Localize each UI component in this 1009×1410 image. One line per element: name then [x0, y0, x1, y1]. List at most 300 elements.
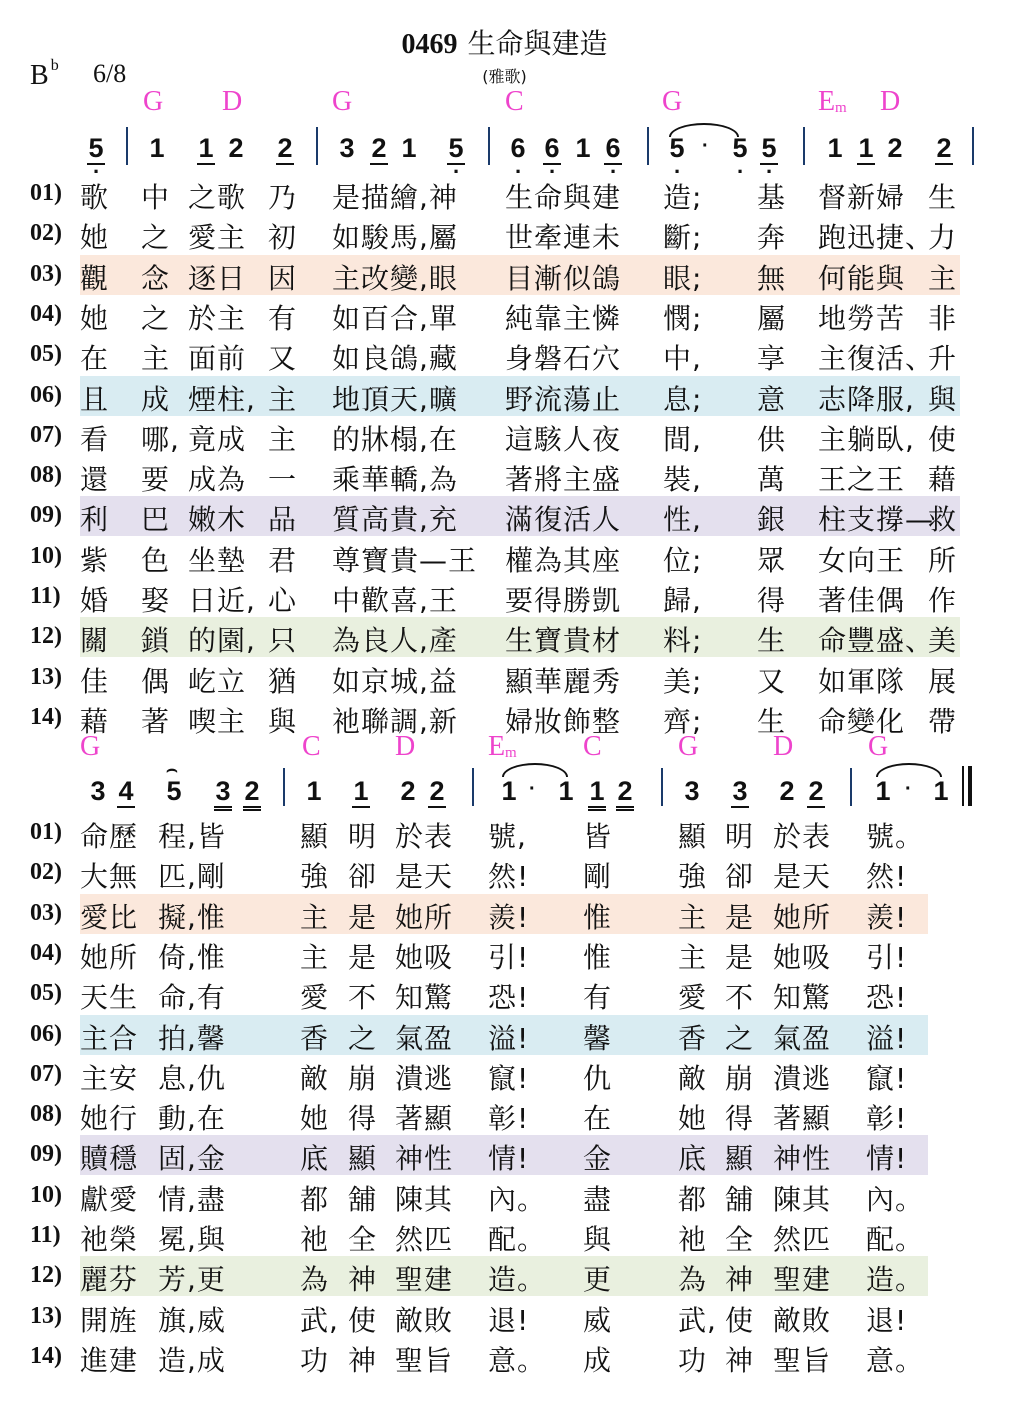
lyric-cell: 王之王 — [818, 463, 906, 497]
lyric-cell: 利 — [80, 503, 110, 537]
lyric-cell: 主 — [678, 900, 708, 934]
lyric-cell: 都 — [300, 1182, 330, 1216]
lyric-cell: 眼; — [663, 261, 703, 295]
lyric-cell: 的園, — [188, 624, 256, 658]
chord-symbol: D — [880, 86, 901, 117]
note: 3 — [732, 776, 748, 806]
hymn-number: 0469 — [401, 29, 458, 60]
lyric-cell: 歸, — [663, 584, 702, 617]
lyric-cell: 然匹 — [395, 1223, 454, 1256]
lyric-cell: 強 — [678, 860, 708, 894]
note: 5 . — [731, 133, 749, 163]
note: 1 — [306, 776, 322, 806]
lyric-cell: 心 — [268, 584, 298, 617]
barline — [803, 127, 805, 165]
note: 1 — [198, 133, 214, 163]
lyric-cell: 聖建 — [395, 1263, 454, 1297]
chord-symbol: E — [818, 86, 836, 117]
lyric-cell: 她行 — [80, 1102, 139, 1136]
lyric-cell: 為 — [678, 1263, 708, 1297]
lyric-cell: 之歌 — [188, 181, 247, 214]
time-signature: 6/8 — [93, 59, 127, 88]
lyric-cell: 盡 — [583, 1182, 613, 1216]
chord-symbol: G — [332, 86, 353, 117]
lyric-cell: 女向王 — [818, 543, 906, 577]
lyric-cell: 性, — [663, 503, 702, 537]
lyric-cell: 為 — [300, 1263, 330, 1297]
lyric-cell: 強 — [300, 860, 330, 894]
lyric-cell: 她吸 — [395, 940, 454, 974]
verse-number: 13) — [30, 663, 62, 690]
lyric-cell: 哪, — [141, 422, 180, 456]
lyric-cell: 竄! — [866, 1061, 908, 1095]
note: 5 . — [87, 133, 105, 165]
lyric-cell: 大無 — [80, 860, 139, 894]
lyric-cell: 然匹 — [773, 1223, 832, 1256]
lyric-cell: 她所 — [773, 900, 832, 934]
lyric-cell: 督新婦 — [818, 181, 906, 214]
lyric-cell: 武, — [678, 1303, 717, 1337]
lyric-cell: 如良鴿,藏 — [332, 342, 458, 376]
lyric-cell: 帶 — [928, 704, 958, 738]
lyric-cell: 之 — [141, 221, 171, 255]
lyric-cell: 息,仇 — [158, 1061, 226, 1095]
chord-symbol: C — [505, 86, 524, 117]
lyric-cell: 娶 — [141, 584, 171, 617]
lyric-cell: 是描繪,神 — [332, 181, 458, 214]
lyric-cell: 主合 — [80, 1021, 139, 1055]
lyric-cell: 與 — [268, 704, 298, 738]
lyric-cell: 中歡喜,王 — [332, 584, 458, 617]
tie — [669, 123, 739, 137]
lyric-cell: 祂榮 — [80, 1223, 139, 1256]
augmentation-dot: · — [702, 135, 709, 157]
lyric-cell: 得 — [725, 1102, 755, 1136]
lyric-cell: 息; — [663, 382, 703, 416]
lyric-cell: 逐日 — [188, 261, 247, 295]
lyric-cell: 然! — [488, 860, 530, 894]
note: 2 — [779, 776, 795, 806]
lyric-cell: 屹立 — [188, 664, 247, 698]
lyric-cell: 都 — [678, 1182, 708, 1216]
lyric-cell: 底 — [678, 1142, 708, 1176]
lyric-cell: 開旌 — [80, 1303, 139, 1337]
lyric-cell: 要得勝凱 — [505, 584, 622, 617]
lyric-cell: 內。 — [488, 1182, 547, 1216]
note-with-fermata: ⌢ 5 — [165, 776, 183, 806]
lyric-cell: 的牀榻,在 — [332, 422, 458, 456]
key-signature — [30, 57, 59, 92]
lyric-cell: 匹,剛 — [158, 860, 226, 894]
verse-number: 12) — [30, 623, 62, 650]
lyric-cell: 主 — [678, 940, 708, 974]
lyric-cell: 程,皆 — [158, 820, 226, 853]
lyric-cell: 齊; — [663, 704, 703, 738]
note: 1 — [558, 776, 574, 806]
lyric-cell: 又 — [757, 664, 787, 698]
lyric-cell: 所 — [928, 543, 958, 577]
lyric-cell: 生寶貴材 — [505, 624, 622, 658]
note: 5 . — [447, 133, 465, 165]
lyric-cell: 進建 — [80, 1343, 139, 1377]
lyric-cell: 在 — [80, 342, 110, 376]
lyric-cell: 顯 — [348, 1142, 378, 1176]
lyric-cell: 之 — [348, 1021, 378, 1055]
lyric-cell: 世牽連未 — [505, 221, 622, 255]
lyric-cell: 彰! — [866, 1102, 908, 1136]
lyric-cell: 愛比 — [80, 900, 139, 934]
lyric-cell: 知驚 — [773, 981, 832, 1015]
barline — [472, 768, 474, 806]
lyric-cell: 造,成 — [158, 1343, 226, 1377]
note: 3 — [339, 133, 355, 163]
verse-number: 01) — [30, 819, 62, 845]
lyric-cell: 志降服, — [818, 382, 915, 416]
lyric-cell: 全 — [725, 1223, 755, 1256]
note: 6 . — [543, 133, 561, 165]
chord-minor-suffix: m — [835, 100, 847, 116]
lyric-cell: 她 — [678, 1102, 708, 1136]
lyric-cell: 是 — [725, 900, 755, 934]
lyric-cell: 婦妝飾整 — [505, 704, 622, 738]
lyric-cell: 觀 — [80, 261, 110, 295]
verse-number: 10) — [30, 542, 62, 569]
lyric-cell: 威 — [583, 1303, 613, 1337]
lyric-cell: 目漸似鴿 — [505, 261, 622, 295]
lyric-cell: 陳其 — [773, 1182, 832, 1216]
lyric-cell: 羨! — [866, 900, 908, 934]
lyric-cell: 神 — [725, 1343, 755, 1377]
lyric-cell: 之 — [725, 1021, 755, 1055]
lyric-cell: 有 — [268, 301, 298, 335]
verse-number: 08) — [30, 462, 62, 489]
lyric-cell: 於主 — [188, 301, 247, 335]
verse-number: 13) — [30, 1302, 62, 1329]
lyric-cell: 著 — [141, 704, 171, 738]
lyric-cell: 卻 — [725, 860, 755, 894]
chord-symbol: C — [302, 731, 321, 762]
lyric-cell: 享 — [757, 342, 787, 376]
hymn-title — [0, 22, 1009, 62]
lyric-cell: 屬 — [757, 301, 787, 335]
lyric-cell: 在 — [583, 1102, 613, 1136]
note: 4 — [118, 776, 134, 806]
lyric-cell: 命歷 — [80, 820, 139, 853]
lyric-cell: 造。 — [866, 1263, 925, 1297]
lyric-cell: 憫; — [663, 301, 703, 335]
lyric-cell: 主安 — [80, 1061, 139, 1095]
lyric-cell: 與 — [583, 1223, 613, 1256]
lyric-cell: 要 — [141, 463, 171, 497]
lyric-cell: 主復活、 — [818, 342, 935, 376]
lyric-cell: 敵 — [300, 1061, 330, 1095]
lyric-cell: 造。 — [488, 1263, 547, 1297]
lyric-cell: 愛主 — [188, 221, 247, 255]
lyric-cell: 非 — [928, 301, 958, 335]
lyric-cell: 皆 — [583, 820, 613, 853]
lyric-cell: 看 — [80, 422, 110, 456]
lyric-cell: 意 — [757, 382, 787, 416]
lyric-cell: 祂 — [300, 1223, 330, 1256]
note: 1 — [501, 776, 517, 806]
verse-number: 05) — [30, 341, 62, 368]
lyric-cell: 如百合,單 — [332, 301, 458, 335]
note: 2 — [371, 133, 387, 163]
note: 5 . — [668, 133, 686, 163]
lyric-cell: 命,有 — [158, 981, 226, 1015]
lyric-cell: 一 — [268, 463, 298, 497]
lyric-cell: 主 — [300, 900, 330, 934]
lyric-cell: 於表 — [773, 820, 832, 853]
lyric-cell: 成為 — [188, 463, 247, 497]
lyric-cell: 只 — [268, 624, 298, 658]
final-barline-thick — [968, 766, 972, 806]
lyric-cell: 底 — [300, 1142, 330, 1176]
lyric-cell: 主 — [268, 422, 298, 456]
verse-number: 14) — [30, 703, 62, 730]
barline — [316, 127, 318, 165]
lyric-cell: 是 — [348, 940, 378, 974]
lyric-cell: 救 — [928, 503, 958, 537]
lyric-cell: 坐墊 — [188, 543, 247, 577]
lyric-cell: 溢! — [866, 1021, 908, 1055]
chord-symbol: G — [143, 86, 164, 117]
lyric-cell: 與 — [928, 382, 958, 416]
verse-number: 14) — [30, 1342, 62, 1369]
lyric-cell: 基 — [757, 181, 787, 214]
chord-symbol: G — [80, 731, 101, 762]
lyric-cell: 祂 — [678, 1223, 708, 1256]
barline — [647, 127, 649, 165]
lyric-cell: 溢! — [488, 1021, 530, 1055]
lyric-cell: 質高貴,充 — [332, 503, 458, 537]
lyric-cell: 配。 — [866, 1223, 925, 1256]
chord-minor-suffix: m — [505, 745, 517, 761]
lyric-cell: 猶 — [268, 664, 298, 698]
lyric-cell: 香 — [678, 1021, 708, 1055]
chord-symbol: D — [773, 731, 794, 762]
chord-symbol: G — [662, 86, 683, 117]
lyric-cell: 念 — [141, 261, 171, 295]
barline — [972, 127, 974, 165]
chord-symbol: E — [488, 731, 506, 762]
lyric-cell: 她 — [80, 301, 110, 335]
chord-symbol: G — [678, 731, 699, 762]
verse-number: 09) — [30, 502, 62, 529]
lyric-cell: 權為其座 — [505, 543, 622, 577]
chord-symbol: D — [395, 731, 416, 762]
chord-symbol: D — [222, 86, 243, 117]
lyric-cell: 神 — [348, 1263, 378, 1297]
verse-number: 05) — [30, 980, 62, 1007]
lyric-cell: 展 — [928, 664, 958, 698]
lyric-cell: 佳 — [80, 664, 110, 698]
lyric-cell: 乘華轎,為 — [332, 463, 458, 497]
lyric-cell: 如駿馬,屬 — [332, 221, 458, 255]
lyric-cell: 顯 — [300, 820, 330, 853]
lyric-cell: 動,在 — [158, 1102, 226, 1136]
lyric-cell: 作 — [928, 584, 958, 617]
lyric-cell: 如京城,益 — [332, 664, 458, 698]
lyric-cell: 然! — [866, 860, 908, 894]
lyric-cell: 藉 — [928, 463, 958, 497]
lyric-cell: 羨! — [488, 900, 530, 934]
lyric-cell: 還 — [80, 463, 110, 497]
verse-number: 06) — [30, 381, 62, 408]
lyric-cell: 力 — [928, 221, 958, 255]
lyric-cell: 潰逃 — [773, 1061, 832, 1095]
verse-number: 04) — [30, 300, 62, 327]
lyric-cell: 生 — [928, 181, 958, 214]
lyric-cell: 祂聯調,新 — [332, 704, 458, 738]
lyric-cell: 舖 — [348, 1182, 378, 1216]
lyric-cell: 全 — [348, 1223, 378, 1256]
lyric-cell: 乃 — [268, 181, 298, 214]
lyric-cell: 顯 — [678, 820, 708, 853]
verse-number: 10) — [30, 1181, 62, 1208]
lyric-cell: 明 — [348, 820, 378, 853]
lyric-cell: 冕,與 — [158, 1223, 226, 1256]
lyric-cell: 成 — [141, 382, 171, 416]
lyric-cell: 愛 — [300, 981, 330, 1015]
lyric-cell: 跑迅捷、 — [818, 221, 935, 255]
lyric-cell: 情! — [866, 1142, 908, 1176]
lyric-cell: 使 — [725, 1303, 755, 1337]
lyric-cell: 得 — [348, 1102, 378, 1136]
lyric-cell: 卻 — [348, 860, 378, 894]
verse-number: 11) — [30, 583, 61, 609]
lyric-cell: 情! — [488, 1142, 530, 1176]
lyric-cell: 身磐石穴 — [505, 342, 622, 376]
lyric-cell: 聖旨 — [395, 1343, 454, 1377]
augmentation-dot: · — [905, 778, 912, 800]
note: 1 — [588, 776, 606, 811]
lyric-cell: 明 — [725, 820, 755, 853]
verse-number: 01) — [30, 180, 62, 206]
lyric-cell: 銀 — [757, 503, 787, 537]
lyric-cell: 神 — [725, 1263, 755, 1297]
lyric-cell: 恐! — [866, 981, 908, 1015]
lyric-cell: 地頂天,曠 — [332, 382, 458, 416]
lyric-cell: 神性 — [773, 1142, 832, 1176]
tie — [876, 763, 942, 777]
lyric-cell: 命變化 — [818, 704, 906, 738]
lyric-cell: 藉 — [80, 704, 110, 738]
note: 1 — [858, 133, 874, 163]
lyric-cell: 獻愛 — [80, 1182, 139, 1216]
lyric-cell: 崩 — [725, 1061, 755, 1095]
lyric-cell: 她所 — [395, 900, 454, 934]
lyric-cell: 升 — [928, 342, 958, 376]
lyric-cell: 得 — [757, 584, 787, 617]
lyric-cell: 顯華麗秀 — [505, 664, 622, 698]
lyric-cell: 嫩木 — [188, 503, 247, 537]
lyric-cell: 著顯 — [395, 1102, 454, 1136]
lyric-cell: 料; — [663, 624, 703, 658]
lyric-cell: 退! — [866, 1303, 908, 1337]
verse-number: 04) — [30, 939, 62, 966]
lyric-cell: 供 — [757, 422, 787, 456]
lyric-cell: 主躺臥, — [818, 422, 915, 456]
lyric-cell: 是天 — [773, 860, 832, 894]
lyric-cell: 贖穩 — [80, 1142, 139, 1176]
lyric-cell: 愛 — [678, 981, 708, 1015]
lyric-cell: 氣盈 — [395, 1021, 454, 1055]
lyric-cell: 何能與 — [818, 261, 906, 295]
final-barline-thin — [962, 766, 964, 806]
note: 2 — [887, 133, 903, 163]
lyric-cell: 生命與建 — [505, 181, 622, 214]
lyric-cell: 敵敗 — [395, 1303, 454, 1337]
note: 1 — [827, 133, 843, 163]
lyric-cell: 陳其 — [395, 1182, 454, 1216]
lyric-cell: 著將主盛 — [505, 463, 622, 497]
note: 1 — [575, 133, 591, 163]
key-flat: b — [50, 57, 59, 74]
lyric-cell: 她吸 — [773, 940, 832, 974]
lyric-cell: 引! — [488, 940, 530, 974]
lyric-cell: 內。 — [866, 1182, 925, 1216]
lyric-cell: 間, — [663, 422, 702, 456]
lyric-cell: 成 — [583, 1343, 613, 1377]
lyric-cell: 又 — [268, 342, 298, 376]
lyric-cell: 拍,馨 — [158, 1021, 226, 1055]
verse-number: 12) — [30, 1262, 62, 1289]
lyric-cell: 聖建 — [773, 1263, 832, 1297]
lyric-cell: 君 — [268, 543, 298, 577]
note: 2 — [429, 776, 445, 806]
note: 2 — [228, 133, 244, 163]
lyric-cell: 武, — [300, 1303, 339, 1337]
lyric-cell: 品 — [268, 503, 298, 537]
lyric-cell: 香 — [300, 1021, 330, 1055]
lyric-cell: 著佳偶 — [818, 584, 906, 617]
lyric-cell: 生 — [757, 704, 787, 738]
note: 2 — [616, 776, 634, 811]
lyric-cell: 尊寶貴—王 — [332, 543, 478, 577]
lyric-cell: 配。 — [488, 1223, 547, 1256]
lyric-cell: 鎖 — [141, 624, 171, 658]
barline — [126, 127, 128, 165]
lyric-cell: 功 — [300, 1343, 330, 1377]
lyric-cell: 這駭人夜 — [505, 422, 622, 456]
chord-symbol: C — [583, 731, 602, 762]
note: 1 — [149, 133, 165, 163]
lyric-cell: 倚,惟 — [158, 940, 226, 974]
lyric-cell: 不 — [348, 981, 378, 1015]
lyric-cell: 舖 — [725, 1182, 755, 1216]
lyric-cell: 裝, — [663, 463, 702, 497]
lyric-cell: 號, — [488, 820, 527, 853]
chord-symbol: G — [868, 731, 889, 762]
note: 1 — [875, 776, 891, 806]
lyric-cell: 主 — [928, 261, 958, 295]
note: 1 — [401, 133, 417, 163]
lyric-cell: 為良人,產 — [332, 624, 458, 658]
lyric-cell: 知驚 — [395, 981, 454, 1015]
lyric-cell: 馨 — [583, 1021, 613, 1055]
lyric-cell: 生 — [757, 624, 787, 658]
lyric-cell: 退! — [488, 1303, 530, 1337]
lyric-cell: 且 — [80, 382, 110, 416]
lyric-cell: 擬,惟 — [158, 900, 226, 934]
lyric-cell: 情,盡 — [158, 1182, 226, 1216]
lyric-cell: 野流蕩止 — [505, 382, 622, 416]
tie — [502, 763, 568, 777]
key-letter: B — [30, 60, 49, 91]
lyric-cell: 著顯 — [773, 1102, 832, 1136]
verse-number: 09) — [30, 1141, 62, 1168]
